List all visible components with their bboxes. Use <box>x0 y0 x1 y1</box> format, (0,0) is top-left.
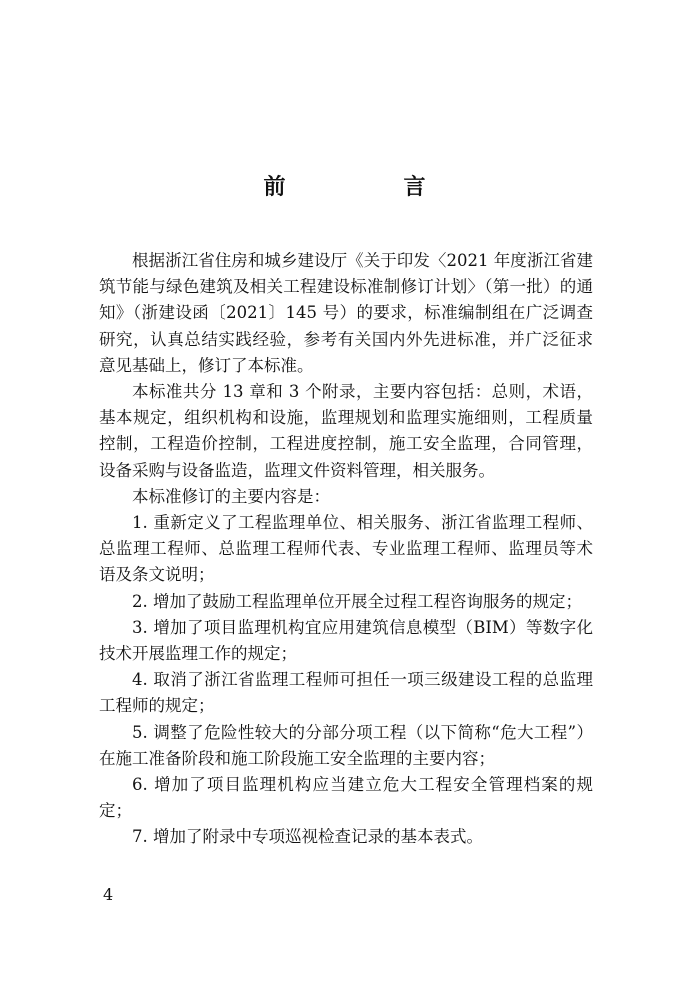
page-number: 4 <box>103 885 114 904</box>
preface-body <box>99 248 593 851</box>
paragraph-revision-intro: 本标准修订的主要内容是： <box>132 486 330 506</box>
revision-item-2: 2. 增加了鼓励工程监理单位开展全过程工程咨询服务的规定； <box>132 591 582 611</box>
paragraph-background: 根据浙江省住房和城乡建设厅《关于印发〈2021 年度浙江省建筑节能与绿色建筑及相关工程建设标准制修订计划〉（第一批）的通知》（浙建设函〔2021〕145 号）的要求，标准编制组在广泛调查研究，认真总结实践经验，参考有关国内外先进标准，并广泛征求意见基础上，修订了本标准。 <box>99 251 593 375</box>
revision-item-4: 4. 取消了浙江省监理工程师可担任一项三级建设工程的总监理工程师的规定； <box>99 670 593 716</box>
revision-item-7: 7. 增加了附录中专项巡视检查记录的基本表式。 <box>132 827 483 847</box>
page-title: 前 言 <box>263 174 474 200</box>
paragraph-contents: 本标准共分 13 章和 3 个附录，主要内容包括：总则，术语，基本规定，组织机构和设施，监理规划和监理实施细则，工程质量控制，工程造价控制，工程进度控制，施工安全监理，合同管理，设备采购与设备监造，监理文件资料管理，相关服务。 <box>99 382 593 480</box>
revision-item-6: 6. 增加了项目监理机构应当建立危大工程安全管理档案的规定； <box>99 775 593 821</box>
revision-item-1: 1. 重新定义了工程监理单位、相关服务、浙江省监理工程师、总监理工程师、总监理工程师代表、专业监理工程师、监理员等术语及条文说明； <box>99 513 593 585</box>
revision-item-3: 3. 增加了项目监理机构宜应用建筑信息模型（BIM）等数字化技术开展监理工作的规定； <box>99 617 593 664</box>
revision-item-5: 5. 调整了危险性较大的分部分项工程（以下简称“危大工程”）在施工准备阶段和施工阶段施工安全监理的主要内容； <box>99 722 593 768</box>
